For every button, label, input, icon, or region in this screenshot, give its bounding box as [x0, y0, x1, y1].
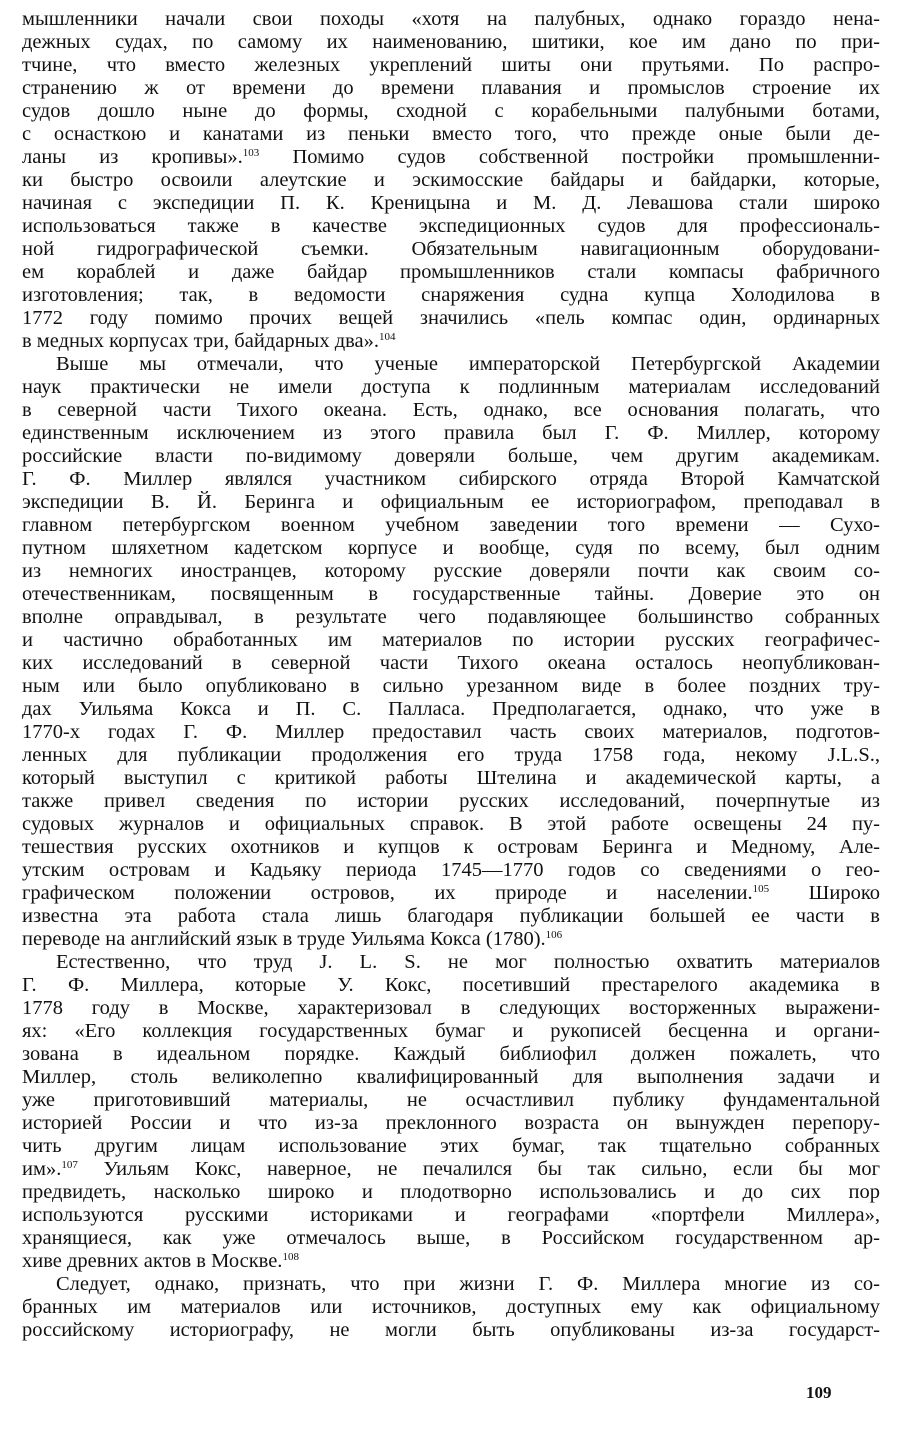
- text-span: Следует, однако, признать, что при жизни Г. Ф. Миллера многие из со-: [56, 1273, 880, 1295]
- text-line: [22, 537, 880, 560]
- text-line: [22, 146, 880, 169]
- text-span: судов дошло ныне до формы, сходной с корабельными палубными ботами,: [22, 100, 880, 122]
- text-span: российские власти по-видимому доверяли больше, чем другим академикам.: [22, 445, 880, 467]
- text-line: [22, 744, 880, 767]
- text-line: [22, 192, 880, 215]
- text-line: [22, 790, 880, 813]
- paragraph: [22, 8, 880, 353]
- text-span: Широко: [769, 882, 880, 904]
- text-span: путном шляхетном кадетском корпусе и вообще, судя по всему, был одним: [22, 537, 880, 559]
- text-line: [22, 54, 880, 77]
- text-span: из немногих иностранцев, которому русские доверяли почти как своим со-: [22, 560, 880, 582]
- footnote-ref: 105: [752, 883, 770, 895]
- text-line: [22, 1089, 880, 1112]
- text-span: экспедиции В. Й. Беринга и официальным ее историографом, преподавал в: [22, 491, 880, 513]
- footnote-ref: 108: [282, 1251, 299, 1263]
- footnote-ref: 107: [61, 1159, 78, 1171]
- text-span: отечественникам, посвященным в государственные тайны. Доверие это он: [22, 583, 880, 605]
- footnote-ref: 106: [545, 929, 563, 941]
- text-span: тешествия русских охотников и купцов к островам Беринга и Медному, Але-: [22, 836, 880, 858]
- text-span: ем кораблей и даже байдар промышленников стали компасы фабричного: [22, 261, 880, 283]
- text-line: [22, 445, 880, 468]
- text-line: [22, 583, 880, 606]
- text-line: [22, 1250, 880, 1273]
- text-line: [22, 560, 880, 583]
- text-line: [22, 1181, 880, 1204]
- text-span: наук практически не имели доступа к подлинным материалам исследований: [22, 376, 880, 398]
- text-line: [22, 8, 880, 31]
- text-line: [22, 836, 880, 859]
- text-span: судовых журналов и официальных справок. В этой работе освещены 24 пу-: [22, 813, 880, 835]
- text-line: [22, 1066, 880, 1089]
- text-span: начиная с экспедиции П. К. Креницына и М. Д. Левашова стали широко: [22, 192, 880, 214]
- paragraph: [22, 951, 880, 1273]
- text-line: [22, 514, 880, 537]
- text-line: [22, 376, 880, 399]
- text-line: [22, 997, 880, 1020]
- text-span: переводе на английский язык в труде Уильяма Кокса (1780).: [22, 928, 546, 950]
- text-line: [22, 284, 880, 307]
- text-span: им».: [22, 1158, 62, 1180]
- text-line: [22, 974, 880, 997]
- text-span: 1772 году помимо прочих вещей значились «пель компас один, ординарных: [22, 307, 880, 329]
- text-line: [22, 882, 880, 905]
- text-line: [22, 905, 880, 928]
- text-line: [22, 721, 880, 744]
- text-span: 1778 году в Москве, характеризовал в следующих восторженных выражени-: [22, 997, 880, 1019]
- text-line: [22, 77, 880, 100]
- text-span: используются русскими историками и географами «портфели Миллера»,: [22, 1204, 880, 1226]
- text-line: [22, 767, 880, 790]
- page-body: [22, 8, 880, 1342]
- text-line: [22, 1135, 880, 1158]
- text-line: [22, 1043, 880, 1066]
- text-line: [22, 813, 880, 836]
- text-span: в медных корпусах три, байдарных два».: [22, 330, 380, 352]
- text-span: который выступил с критикой работы Штелина и академической карты, а: [22, 767, 880, 789]
- text-span: мышленники начали свои походы «хотя на палубных, однако гораздо нена-: [22, 8, 880, 30]
- text-span: утским островам и Кадьяку периода 1745—1770 годов со сведениями о гео-: [22, 859, 880, 881]
- footnote-ref: 104: [379, 331, 396, 343]
- text-span: ях: «Его коллекция государственных бумаг и рукописей бесценна и органи-: [22, 1020, 880, 1042]
- text-span: с оснасткою и канатами из пеньки вместо того, что прежде оные были де-: [22, 123, 880, 145]
- text-span: Г. Ф. Миллер являлся участником сибирского отряда Второй Камчатской: [22, 468, 880, 490]
- text-line: [22, 1112, 880, 1135]
- text-line: [22, 353, 880, 376]
- text-line: [22, 468, 880, 491]
- text-line: [22, 215, 880, 238]
- text-span: дах Уильяма Кокса и П. С. Палласа. Предполагается, однако, что уже в: [22, 698, 880, 720]
- text-line: [22, 261, 880, 284]
- page-number: 109: [806, 1383, 832, 1402]
- text-span: Г. Ф. Миллера, которые У. Кокс, посетивший престарелого академика в: [22, 974, 880, 996]
- text-line: [22, 1020, 880, 1043]
- text-span: ным или было опубликовано в сильно урезанном виде в более поздних тру-: [22, 675, 880, 697]
- text-line: [22, 1296, 880, 1319]
- footnote-ref: 103: [242, 147, 260, 159]
- text-span: ки быстро освоили алеутские и эскимосские байдары и байдарки, которые,: [22, 169, 880, 191]
- text-span: вполне оправдывал, в результате чего подавляющее большинство собранных: [22, 606, 880, 628]
- text-line: [22, 1227, 880, 1250]
- text-span: странению ж от времени до времени плавания и промыслов строение их: [22, 77, 880, 99]
- text-span: главном петербургском военном учебном заведении того времени — Сухо-: [22, 514, 880, 536]
- text-span: известна эта работа стала лишь благодаря публикации большей ее части в: [22, 905, 880, 927]
- text-line: [22, 422, 880, 445]
- text-line: [22, 123, 880, 146]
- text-span: ленных для публикации продолжения его труда 1758 года, некому J.L.S.,: [22, 744, 880, 766]
- text-line: [22, 491, 880, 514]
- text-line: [22, 330, 880, 353]
- text-span: также привел сведения по истории русских исследований, почерпнутые из: [22, 790, 880, 812]
- text-line: [22, 698, 880, 721]
- paragraph: [22, 353, 880, 951]
- text-span: дежных судах, по самому их наименованию, шитики, кое им дано по при-: [22, 31, 880, 53]
- text-line: [22, 399, 880, 422]
- text-line: [22, 675, 880, 698]
- text-line: [22, 629, 880, 652]
- text-span: ких исследований в северной части Тихого океана осталось неопубликован-: [22, 652, 880, 674]
- text-line: [22, 100, 880, 123]
- text-span: Уильям Кокс, наверное, не печалился бы так сильно, если бы мог: [77, 1158, 880, 1180]
- text-span: Миллер, столь великолепно квалифицированный для выполнения задачи и: [22, 1066, 880, 1088]
- text-line: [22, 307, 880, 330]
- text-span: бранных им материалов или источников, доступных ему как официальному: [22, 1296, 880, 1318]
- text-line: [22, 928, 880, 951]
- text-line: [22, 652, 880, 675]
- text-span: историей России и что из-за преклонного возраста он вынужден перепору-: [22, 1112, 880, 1134]
- text-span: использоваться также в качестве экспедиционных судов для профессиональ-: [22, 215, 880, 237]
- text-span: единственным исключением из этого правила был Г. Ф. Миллер, которому: [22, 422, 880, 444]
- text-span: ной гидрографической съемки. Обязательным навигационным оборудовани-: [22, 238, 880, 260]
- text-span: изготовления; так, в ведомости снаряжения судна купца Холодилова в: [22, 284, 880, 306]
- text-line: [22, 1319, 880, 1342]
- text-span: хранящиеся, как уже отмечалось выше, в Российском государственном ар-: [22, 1227, 880, 1249]
- text-line: [22, 951, 880, 974]
- text-span: хиве древних актов в Москве.: [22, 1250, 283, 1272]
- text-span: уже приготовивший материалы, не осчастливил публику фундаментальной: [22, 1089, 880, 1111]
- text-span: тчине, что вместо железных укреплений шиты они прутьями. По распро-: [22, 54, 880, 76]
- text-line: [22, 1273, 880, 1296]
- text-span: ланы из кропивы».: [22, 146, 243, 168]
- text-line: [22, 1204, 880, 1227]
- text-line: [22, 169, 880, 192]
- paragraph: [22, 1273, 880, 1342]
- text-span: 1770-х годах Г. Ф. Миллер предоставил часть своих материалов, подготов-: [22, 721, 880, 743]
- text-line: [22, 238, 880, 261]
- text-line: [22, 606, 880, 629]
- text-span: в северной части Тихого океана. Есть, однако, все основания полагать, что: [22, 399, 880, 421]
- text-span: чить другим лицам использование этих бумаг, так тщательно собранных: [22, 1135, 880, 1157]
- text-span: предвидеть, насколько широко и плодотворно использовались и до сих пор: [22, 1181, 880, 1203]
- text-span: Выше мы отмечали, что ученые императорской Петербургской Академии: [56, 353, 880, 375]
- text-span: Естественно, что труд J. L. S. не мог полностью охватить материалов: [56, 951, 880, 973]
- text-span: Помимо судов собственной постройки промышленни-: [259, 146, 880, 168]
- text-span: зована в идеальном порядке. Каждый библиофил должен пожалеть, что: [22, 1043, 880, 1065]
- text-line: [22, 1158, 880, 1181]
- text-span: и частично обработанных им материалов по истории русских географичес-: [22, 629, 880, 651]
- text-span: графическом положении островов, их природе и населении.: [22, 882, 753, 904]
- text-line: [22, 859, 880, 882]
- text-line: [22, 31, 880, 54]
- text-span: российскому историографу, не могли быть опубликованы из-за государст-: [22, 1319, 880, 1341]
